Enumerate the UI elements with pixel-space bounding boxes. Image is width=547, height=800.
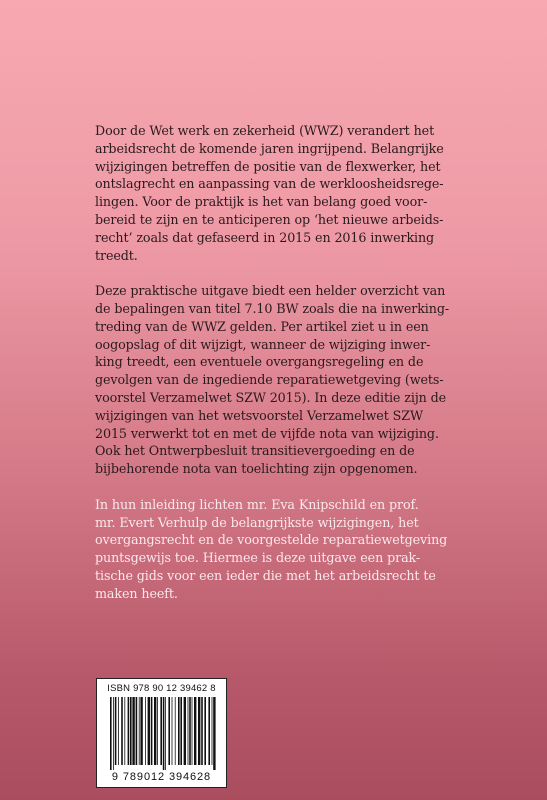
text-line: lingen. Voor de praktijk is het van belang goed voor-	[95, 194, 428, 210]
barcode-bar	[148, 697, 150, 765]
text-line: ontslagrecht en aanpassing van de werkloosheidsrege-	[95, 176, 444, 192]
barcode-bar	[175, 697, 176, 765]
text-line: voorstel Verzamelwet SZW 2015). In deze editie zijn de	[95, 389, 447, 405]
barcode-bar	[178, 697, 180, 765]
barcode-bar	[163, 697, 165, 770]
barcode-bar	[160, 697, 162, 765]
text-line: mr. Evert Verhulp de belangrijkste wijzigingen, het	[95, 514, 419, 530]
barcode-bars	[110, 697, 218, 770]
barcode-bar	[136, 697, 138, 765]
barcode-bar	[145, 697, 146, 765]
barcode-bar	[189, 697, 191, 765]
text-line: 2015 verwerkt tot en met de vijfde nota van wijziging.	[95, 425, 439, 441]
barcode-bar	[213, 697, 215, 770]
text-line: puntsgewijs toe. Hiermee is deze uitgave een prak-	[95, 550, 421, 566]
ean-digits: 9 789012 394628	[111, 771, 212, 783]
barcode-bar	[151, 697, 153, 765]
text-line: recht’ zoals dat gefaseerd in 2015 en 2016 inwerking	[95, 229, 435, 245]
text-line: arbeidsrecht de komende jaren ingrijpend. Belangrijke	[95, 140, 444, 156]
barcode-bar	[165, 697, 166, 770]
barcode-bar	[157, 697, 158, 765]
barcode-bar	[130, 697, 132, 765]
barcode-bar	[204, 697, 206, 765]
text-line: wijzigingen betreffen de positie van de flexwerker, het	[95, 158, 441, 174]
barcode-bar	[132, 697, 134, 765]
barcode-bar	[180, 697, 182, 765]
barcode-bar	[139, 697, 140, 765]
barcode-bar	[113, 697, 114, 770]
text-line: treedt.	[95, 247, 138, 263]
barcode-bar	[172, 697, 173, 765]
barcode-bar	[168, 697, 170, 765]
text-line: king treedt, een eventuele overgangsregeling en de	[95, 354, 424, 370]
barcode-bar	[194, 697, 196, 765]
text-line: overgangsrecht en de voorgestelde reparatiewetgeving	[95, 532, 448, 548]
barcode-bar	[188, 697, 189, 765]
barcode-bar	[140, 697, 142, 765]
text-line: Door de Wet werk en zekerheid (WWZ) verandert het	[95, 123, 435, 138]
text-line: de bepalingen van titel 7.10 BW zoals die na inwerking-	[95, 300, 450, 316]
barcode-bar	[154, 697, 156, 765]
blurb-paragraph-2	[95, 282, 475, 478]
text-line: oogopslag of dit wijzigt, wanneer de wijziging inwer-	[95, 336, 431, 352]
blurb-paragraph-3	[95, 496, 475, 603]
barcode-bar	[184, 697, 186, 765]
barcode-bar	[115, 697, 117, 765]
barcode-bar	[201, 697, 203, 765]
text-line: maken heeft.	[95, 585, 178, 601]
text-line: tische gids voor een ieder die met het arbeidsrecht te	[95, 567, 436, 583]
isbn-label: ISBN 978 90 12 39462 8	[107, 683, 216, 694]
barcode-bar	[121, 697, 123, 765]
text-line: Deze praktische uitgave biedt een helder overzicht van	[95, 283, 446, 299]
blurb-paragraph-1	[95, 122, 475, 264]
barcode-bar	[192, 697, 193, 765]
text-line: bereid te zijn en te anticiperen op ‘het nieuwe arbeids-	[95, 211, 444, 227]
barcode-bar	[118, 697, 119, 765]
text-line: In hun inleiding lichten mr. Eva Knipschild en prof.	[95, 496, 419, 512]
barcode-bar	[128, 697, 130, 765]
barcode-bar	[208, 697, 210, 765]
text-line: gevolgen van de ingediende reparatiewetgeving (wets-	[95, 372, 444, 388]
isbn-barcode	[96, 678, 227, 788]
barcode-bar	[110, 697, 112, 770]
text-line: treding van de WWZ gelden. Per artikel ziet u in een	[95, 318, 429, 334]
barcode-bar	[124, 697, 125, 765]
text-line: Ook het Ontwerpbesluit transitievergoeding en de	[95, 443, 415, 459]
barcode-bar	[212, 697, 213, 765]
barcode-bar	[198, 697, 200, 765]
blurb-text	[95, 122, 475, 620]
text-line: bijbehorende nota van toelichting zijn opgenomen.	[95, 461, 418, 477]
text-line: wijzigingen van het wetsvoorstel Verzamelwet SZW	[95, 407, 423, 423]
